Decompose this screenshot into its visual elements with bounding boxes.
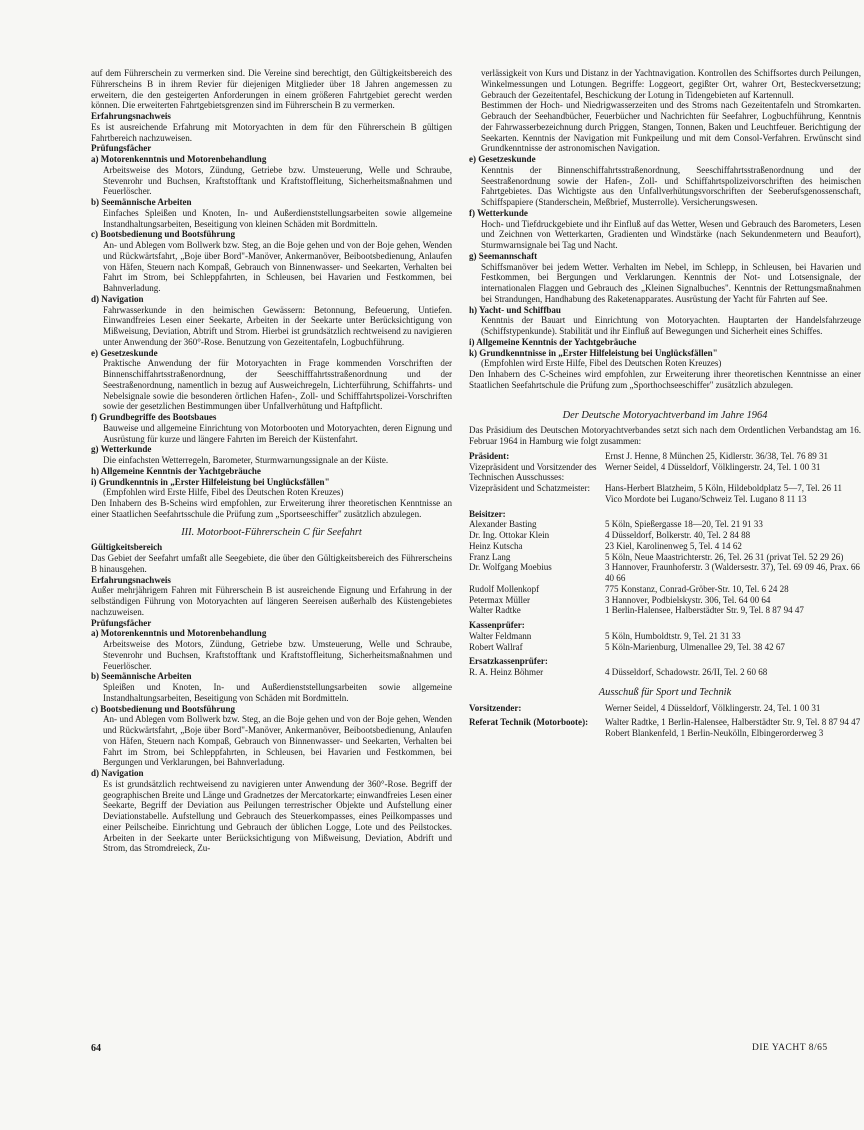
member-address: 5 Köln, Neue Maastrichterstr. 26, Tel. 26 31 (privat Tel. 52 29 26) (605, 551, 844, 562)
paragraph: Arbeitsweise des Motors, Zündung, Getriebe bzw. Umsteuerung, Welle und Schraube, Stevenrohr und Buchsen, Kraftstofftank und Kraftstoffleitung, Sicherheitsmaßnahmen und Feuerlöscher. (103, 639, 452, 671)
section-heading: b) Seemännische Arbeiten (91, 197, 192, 207)
section-heading: k) Grundkenntnisse in „Erster Hilfeleistung bei Unglücksfällen" (469, 347, 718, 358)
ausschuss-list (469, 703, 861, 739)
member-address: Walter Radtke, 1 Berlin-Halensee, Halberstädter Str. 9, Tel. 8 87 94 47 Robert Blankenfeld, 1 Berlin-Neukölln, Elbingerorderweg 3 (605, 717, 861, 738)
member-role: Petermax Müller (469, 594, 531, 605)
member-address: 5 Köln, Spießergasse 18—20, Tel. 21 91 33 (605, 519, 763, 530)
section-heading: Prüfungsfächer (91, 143, 152, 154)
paragraph: Es ist ausreichende Erfahrung mit Motoryachten in dem für den Führerschein B gültigen Fahrtbereich nachzuweisen. (91, 121, 452, 143)
left-column (91, 68, 452, 854)
member-address: 1 Berlin-Halensee, Halberstädter Str. 9, Tel. 8 87 94 47 (605, 605, 804, 616)
paragraph: Praktische Anwendung der für Motoryachten in Frage kommenden Vorschriften der Binnenschiffahrtsstraßenordnung, der Seeschifffahrtsstraßenordnung und der Seestraßenordnung, namentlich in bezug auf Ausweichregeln, Lichterführung, Schiffahrts- und Nebelsignale sowie die besonderen örtlichen Hafen-, Zoll- und Schifffahrtspolizei-Vorschriften sowie der gesetzlichen Bestimmungen über Unfallverhütung und Haftpflicht. (103, 358, 452, 412)
section-heading: i) Allgemeine Kenntnis der Yachtgebräuche (469, 336, 637, 347)
section-heading: Erfahrungsnachweis (91, 574, 171, 585)
paragraph: Fahrwasserkunde in den heimischen Gewässern: Betonnung, Befeuerung, Untiefen. Einwandfreies Lesen einer Seekarte, Arbeiten in der Seekarte unter Berücksichtigung von Mißweisung, Deviation, Abtrift und Strom. Hierbei ist grundsätzlich rechtweisend zu navigieren unter Anwendung der 360°-Rose. Benutzung von Gezeitentafeln, Logbuchführung. (103, 304, 452, 347)
section-heading: d) Navigation (91, 293, 144, 304)
member-row (469, 631, 861, 642)
member-address: Ernst J. Henne, 8 München 25, Kidlerstr. 36/38, Tel. 76 89 31 (605, 450, 829, 461)
member-role: Walter Feldmann (469, 630, 532, 641)
member-address: 4 Düsseldorf, Bolkerstr. 40, Tel. 2 84 88 (605, 530, 751, 540)
member-address: 5 Köln, Humboldtstr. 9, Tel. 21 31 33 (605, 630, 741, 641)
section-heading: f) Wetterkunde (469, 207, 528, 218)
section-heading: g) Wetterkunde (91, 444, 152, 455)
paragraph: Den Inhabern des B-Scheins wird empfohlen, zur Erweiterung ihrer theoretischen Kenntnisse an einer Staatlichen Seefahrtsschule die Prüfung zum „Sportseeschiffer" zusätzlich abzulegen. (91, 498, 452, 519)
paragraph: Spleißen und Knoten, In- und Außerdienststellungsarbeiten sowie allgemeine Instandhaltungsarbeiten, Beseitigung von Schäden mit Bordmitteln. (103, 682, 452, 703)
paragraph: Bauweise und allgemeine Einrichtung von Motorbooten und Motoryachten, deren Eignung und Ausrüstung für kurze und längere Fahrten im Bereich der Küstenfahrt. (103, 422, 452, 444)
member-role: Vizepräsident und Schatzmeister: (469, 483, 591, 493)
member-role: Referat Technik (Motorboote): (469, 717, 589, 728)
member-address: 4 Düsseldorf, Schadowstr. 26/II, Tel. 2 60 68 (605, 667, 768, 677)
member-address: Hans-Herbert Blatzheim, 5 Köln, Hildeboldplatz 5—7, Tel. 26 11 Vico Mordote bei Lugano/Schweiz Tel. Lugano 8 11 13 (605, 483, 843, 504)
dmyv-heading: Der Deutsche Motoryachtverband im Jahre 1964 (562, 409, 768, 421)
member-address: Werner Seidel, 4 Düsseldorf, Völklingerstr. 24, Tel. 1 00 31 (605, 461, 821, 472)
member-row (469, 667, 861, 678)
section-heading: a) Motorenkenntnis und Motorenbehandlung (91, 628, 267, 639)
member-role: Heinz Kutscha (469, 540, 523, 551)
member-row (469, 451, 861, 462)
member-role: Walter Radtke (469, 605, 521, 616)
member-address: 3 Hannover, Fraunhoferstr. 3 (Waldersestr. 37), Tel. 69 09 46, Prax. 66 40 66 (605, 562, 860, 583)
section-heading: f) Grundbegriffe des Bootsbaues (91, 412, 217, 422)
member-row (469, 552, 861, 563)
paragraph: An- und Ablegen vom Bollwerk bzw. Steg, an die Boje gehen und von der Boje gehen, Wenden und Rückwärtsfahrt, „Boje über Bord"-Manöver, Ankermanöver, Beibootsbedienung, Anlaufen von Häfen, Steuern nach Kompaß, Gebrauch von Binnenwasser- und Seekarten, Verhalten bei Fahrt im Strom, bei Schleppfahrten, in Schleusen, bei Havarien und Festkommen, bei Bahnverladung. (103, 240, 452, 293)
section-heading: e) Gesetzeskunde (91, 347, 158, 358)
member-row (469, 584, 861, 595)
member-address (605, 509, 861, 520)
section-heading: h) Yacht- und Schiffbau (469, 304, 561, 315)
member-role: Alexander Basting (469, 519, 537, 530)
member-role: Beisitzer: (469, 508, 506, 519)
member-row (469, 509, 861, 520)
section-heading: h) Allgemeine Kenntnis der Yachtgebräuche (91, 465, 261, 476)
chapter-heading: III. Motorboot-Führerschein C für Seefahrt (181, 526, 362, 538)
exam-text-continued (469, 68, 861, 391)
member-row (469, 605, 861, 616)
dmyv-intro: Das Präsidium des Deutschen Motoryachtverbandes setzt sich nach dem Ordentlichen Verbandstag am 16. Februar 1964 in Hamburg wie folgt zusammen: (469, 425, 861, 446)
member-address (605, 656, 861, 667)
section-heading: Erfahrungsnachweis (91, 111, 171, 121)
paragraph: auf dem Führerschein zu vermerken sind. Die Vereine sind berechtigt, den Gültigkeitsbereich des Führerscheins B in ihrem Revier für diejenigen Mitglieder über 18 Jahren angemessen zu erweitern, die den gesteigerten Anforderungen in einem größeren Fahrtgebiet gerecht werden können. Die erweiterten Fahrtgebietsgrenzen sind im Führerschein B zu vermerken. (91, 68, 452, 111)
member-role: Franz Lang (469, 551, 511, 562)
paragraph: Das Gebiet der Seefahrt umfaßt alle Seegebiete, die über den Gültigkeitsbereich des Führerscheins B hinausgehen. (91, 553, 452, 574)
member-role: Präsident: (469, 450, 510, 461)
paragraph: verlässigkeit von Kurs und Distanz in der Yachtnavigation. Kontrollen des Schiffsortes durch Peilungen, Winkelmessungen und Lotungen. Begriffe: Loggeort, gegißter Ort, wahrer Ort, Besteckversetzung; Gebrauch der Gezeitentafel, Beschickung der Lotung in Tidengebieten auf Kartennull. (481, 68, 861, 100)
ausschuss-heading: Ausschuß für Sport und Technik (598, 686, 732, 698)
paragraph: (Empfohlen wird Erste Hilfe, Fibel des Deutschen Roten Kreuzes) (103, 487, 344, 498)
member-row (469, 530, 861, 541)
magazine-issue: DIE YACHT 8/65 (752, 1043, 828, 1053)
paragraph: Arbeitsweise des Motors, Zündung, Getriebe bzw. Umsteuerung, Welle und Schraube, Stevenrohr und Buchsen, Kraftstofftank und Kraftstoffleitung, Sicherheitsmaßnahmen und Feuerlöscher. (103, 164, 452, 197)
member-row (469, 519, 861, 530)
section-heading: i) Grundkenntnis in „Erster Hilfeleistung bei Unglücksfällen" (91, 476, 330, 487)
member-role: Rudolf Mollenkopf (469, 583, 540, 594)
member-row (469, 595, 861, 606)
paragraph: Einfaches Spleißen und Knoten, In- und Außerdienststellungsarbeiten sowie allgemeine Instandhaltungsarbeiten, Beseitigung von kleinen Schäden mit Bordmitteln. (103, 207, 452, 229)
member-address: 23 Kiel, Karolinenweg 5, Tel. 4 14 62 (605, 540, 742, 551)
member-row (469, 562, 861, 584)
member-address: 3 Hannover, Podbielskystr. 306, Tel. 64 00 64 (605, 594, 771, 605)
member-role: Vizepräsident und Vorsitzender des Technischen Ausschusses: (469, 461, 597, 483)
section-heading: e) Gesetzeskunde (469, 154, 536, 164)
member-address: 775 Konstanz, Conrad-Gröber-Str. 10, Tel. 6 24 28 (605, 583, 789, 594)
member-address (605, 620, 861, 631)
member-row (469, 541, 861, 552)
member-row (469, 483, 861, 505)
member-role: Kassenprüfer: (469, 620, 525, 630)
page-number: 64 (91, 1043, 101, 1054)
section-heading: a) Motorenkenntnis und Motorenbehandlung (91, 154, 267, 164)
member-role: R. A. Heinz Böhmer (469, 667, 544, 677)
paragraph: Bestimmen der Hoch- und Niedrigwasserzeiten und des Stroms nach Gezeitentafeln und Stromkarten. Gebrauch der Seehandbücher, Feuerbücher und Nachrichten für Seefahrer, Logbuchführung, Kenntnis der Fahrwasserbezeichnung durch Priggen, Stangen, Tonnen, Baken und Leuchtfeuer. Berichtigung der Seekarten. Kenntnis der Navigation mit Funkpeilung und mit dem Consol-Verfahren. Erwünscht sind Grundkenntnisse der astronomischen Navigation. (481, 100, 861, 154)
section-heading: d) Navigation (91, 768, 144, 778)
member-row (469, 717, 861, 739)
paragraph: An- und Ablegen vom Bollwerk bzw. Steg, an die Boje gehen und von der Boje gehen, Wenden und Rückwärtsfahrt, „Boje über Bord"-Manöver, Ankermanöver, Beibootsbedienung, Anlaufen von Häfen, Steuern nach Kompaß, Gebrauch von Binnenwasser- und Seekarten, Verhalten bei Fahrt im Strom, bei Schleppfahrten, in Schleusen, bei Havarien und Festkommen, bei Bergungen und Verklarungen, bei Bahnverladung. (103, 714, 452, 768)
right-column (469, 68, 861, 739)
section-heading: b) Seemännische Arbeiten (91, 671, 192, 682)
member-role: Dr. Ing. Ottokar Klein (469, 530, 550, 540)
member-row (469, 462, 861, 484)
paragraph: (Empfohlen wird Erste Hilfe, Fibel des Deutschen Roten Kreuzes) (481, 358, 722, 369)
member-address: 5 Köln-Marienburg, Ulmenallee 29, Tel. 38 42 67 (605, 641, 785, 652)
paragraph: Außer mehrjährigem Fahren mit Führerschein B ist ausreichende Eignung und Erfahrung in der selbständigen Führung von Motoryachten auf längeren Seereisen außerhalb des Küstengebietes nachzuweisen. (91, 585, 452, 617)
paragraph: Kenntnis der Bauart und Einrichtung von Motoryachten. Hauptarten der Handelsfahrzeuge (Schiffstypenkunde). Stabilität und ihr Einfluß auf Bewegungen und Sicherheit eines Schiffes. (481, 315, 861, 336)
paragraph: Kenntnis der Binnenschiffahrtsstraßenordnung, Seeschiffahrtsstraßenordnung und der Seestraßenordnung sowie der Hafen-, Zoll- und Schiffahrtspolizeivorschriften des heimischen Fahrtgebietes. Das Wichtigste aus den Unfallverhütungsvorschriften der Seeberufsgenossenschaft, Schiffspapiere (Standerschein, Meßbrief, Musterrolle). Versicherungswesen. (481, 164, 861, 207)
member-row (469, 642, 861, 653)
member-role: Dr. Wolfgang Moebius (469, 562, 552, 573)
paragraph: Den Inhabern des C-Scheines wird empfohlen, zur Erweiterung ihrer theoretischen Kenntnisse an einer Staatlichen Seefahrtschule die Prüfung zum „Sporthochseeschiffer" zusätzlich abzulegen. (469, 369, 861, 390)
section-heading: Prüfungsfächer (91, 617, 152, 628)
section-heading: Gültigkeitsbereich (91, 542, 163, 553)
section-heading: c) Bootsbedienung und Bootsführung (91, 229, 236, 240)
presidium-list (469, 451, 861, 678)
member-address: Werner Seidel, 4 Düsseldorf, Völklingerstr. 24, Tel. 1 00 31 (605, 702, 821, 713)
member-role: Vorsitzender: (469, 702, 522, 713)
paragraph: Es ist grundsätzlich rechtweisend zu navigieren unter Anwendung der 360°-Rose. Begriff der geographischen Breite und Länge und Gradnetzes der Mercatorkarte; einwandfreies Lesen einer Seekarte, Begriff der Deviation aus Peilungen terrestrischer Objekte und Aufstellung einer Deviationstabelle. Aufstellung und Gebrauch des Steuerkompasses, eines Peilkompasses und einer Peilscheibe. Einrichtung und Gebrauch der üblichen Logge, Lote und des Peilstockes. Arbeiten in der Seekarte unter Berücksichtigung von Mißweisung, Deviation, Abdrift und Strom, das Stromdreieck, Zu- (103, 778, 452, 854)
member-row (469, 656, 861, 667)
member-role: Ersatzkassenprüfer: (469, 656, 548, 667)
member-row (469, 620, 861, 631)
section-heading: g) Seemannschaft (469, 250, 538, 261)
paragraph: Die einfachsten Wetterregeln, Barometer, Sturmwarnungssignale an der Küste. (103, 455, 389, 465)
member-role: Robert Wallraf (469, 641, 523, 652)
paragraph: Schiffsmanöver bei jedem Wetter. Verhalten im Nebel, im Schlepp, in Schleusen, bei Havarien und Festkommen, bei Bergungen und Verklarungen. Kenntnis der Not- und Lotsensignale, der internationalen Flaggen und Gebrauch des „Kleinen Signalbuches". Kenntnis der Rettungsmaßnahmen bei Strandungen, Handhabung des Raketenapparates. Ausrüstung der Yacht für Fahrten auf See. (481, 261, 861, 304)
paragraph: Hoch- und Tiefdruckgebiete und ihr Einfluß auf das Wetter, Wesen und Gebrauch des Barometers, Lesen und Zeichnen von Wetterkarten, Gradienten und Windstärke (nach Sekundenmetern und Beaufort), Sturmwarnsignale bei Tag und Nacht. (481, 218, 861, 250)
section-heading: c) Bootsbedienung und Bootsführung (91, 703, 236, 714)
member-row (469, 703, 861, 714)
